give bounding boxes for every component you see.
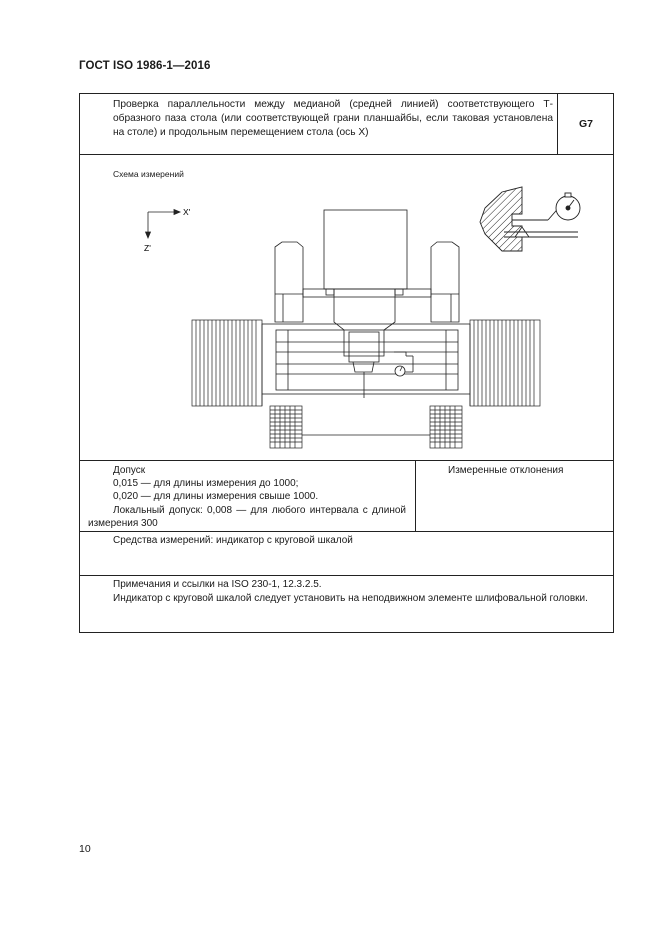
check-title: Проверка параллельности между медианой (средней линией) соответствующего Т-образного паза стола (или соответствующей грани планшайбы, если таковая установлена на столе) и продольным перемещением стола (ось X) — [113, 99, 553, 138]
column-divider — [415, 460, 416, 531]
check-code: G7 — [578, 118, 593, 130]
scheme-label: Схема измерений — [113, 169, 184, 179]
machine-front-view — [262, 210, 470, 398]
bellows-lower-left — [270, 406, 302, 448]
notes-reference: Примечания и ссылки на ISO 230-1, 12.3.2.5. — [113, 579, 322, 590]
tolerance-line: 0,020 — для длины измерения свыше 1000. — [113, 491, 319, 503]
check-table — [79, 93, 614, 633]
row-divider — [80, 460, 613, 461]
notes-block — [88, 578, 611, 607]
measured-deviations-heading: Измеренные отклонения — [448, 465, 564, 476]
notes-instruction: Индикатор с круговой шкалой следует установить на неподвижном элементе шлифовальной головки. — [113, 593, 588, 605]
indicator-detail-view — [480, 187, 580, 251]
row-divider — [80, 531, 613, 532]
page-number: 10 — [79, 843, 91, 855]
document-header: ГОСТ ISO 1986-1—2016 — [79, 60, 211, 72]
tolerance-heading: Допуск — [113, 465, 146, 476]
tolerance-line: Локальный допуск: 0,008 — для любого интервала с длиной измерения 300 — [88, 504, 406, 529]
bellows-lower-right — [430, 406, 462, 448]
base-lines — [262, 394, 470, 435]
bellows-left — [192, 320, 262, 406]
bellows-right — [470, 320, 540, 406]
tolerance-block — [88, 464, 406, 530]
tolerance-line: 0,015 — для длины измерения до 1000; — [113, 478, 299, 490]
row-divider — [80, 575, 613, 576]
axis-indicator — [146, 210, 181, 239]
measurement-scheme-drawing — [80, 94, 615, 460]
measuring-instruments: Средства измерений: индикатор с круговой шкалой — [113, 535, 353, 546]
axis-z-label: Z' — [144, 243, 151, 253]
axis-x-label: X' — [183, 207, 191, 217]
